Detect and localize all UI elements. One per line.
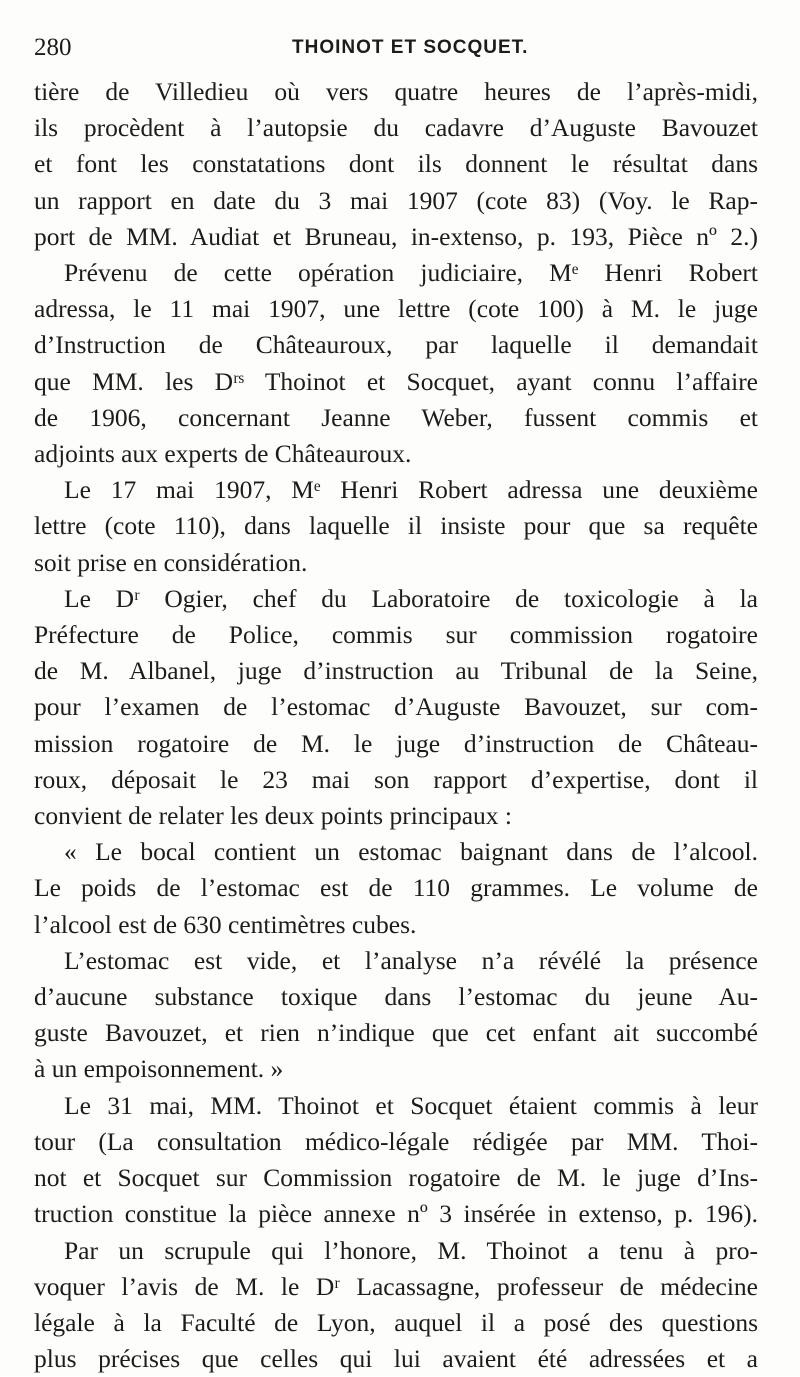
text-line: tour (La consultation médico-légale rédigée par MM. Thoi- bbox=[34, 1126, 758, 1156]
text-line: et font les constatations dont ils donnent le résultat dans bbox=[34, 149, 758, 179]
text-line: plus précises que celles qui lui avaient été adressées et a bbox=[34, 1344, 758, 1374]
text-line: d’Instruction de Châteauroux, par laquelle il demandait bbox=[34, 330, 758, 360]
text-line: à un empoisonnement. » bbox=[34, 1054, 284, 1084]
text-line: truction constitue la pièce annexe nº 3 insérée in extenso, p. 196). bbox=[34, 1199, 758, 1229]
text-line: not et Socquet sur Commission rogatoire de M. le juge d’Ins- bbox=[34, 1163, 758, 1193]
text-line: d’aucune substance toxique dans l’estomac du jeune Au- bbox=[34, 982, 758, 1012]
text-line: lettre (cote 110), dans laquelle il insiste pour que sa requête bbox=[34, 511, 758, 541]
text-line: que MM. les Dʳˢ Thoinot et Socquet, ayant connu l’affaire bbox=[34, 366, 758, 396]
text-line: adjoints aux experts de Châteauroux. bbox=[34, 439, 412, 469]
text-line: convient de relater les deux points principaux : bbox=[34, 801, 512, 831]
text-line: tière de Villedieu où vers quatre heures de l’après-midi, bbox=[34, 77, 758, 106]
text-line: Le 31 mai, MM. Thoinot et Socquet étaient commis à leur bbox=[64, 1090, 758, 1120]
text-line: roux, déposait le 23 mai son rapport d’expertise, dont il bbox=[34, 764, 758, 794]
text-line: port de MM. Audiat et Bruneau, in-extenso, p. 193, Pièce nº 2.) bbox=[34, 221, 758, 251]
text-line: « Le bocal contient un estomac baignant dans de l’alcool. bbox=[64, 837, 758, 867]
text-line: l’alcool est de 630 centimètres cubes. bbox=[34, 909, 417, 939]
text-line: ils procèdent à l’autopsie du cadavre d’Auguste Bavouzet bbox=[34, 113, 758, 143]
text-line: de M. Albanel, juge d’instruction au Tribunal de la Seine, bbox=[34, 656, 758, 686]
text-line: guste Bavouzet, et rien n’indique que cet enfant ait succombé bbox=[34, 1018, 758, 1048]
running-head bbox=[34, 34, 766, 64]
text-line: soit prise en considération. bbox=[34, 547, 308, 577]
text-line: pour l’examen de l’estomac d’Auguste Bavouzet, sur com- bbox=[34, 692, 758, 722]
page-number: 280 bbox=[34, 34, 72, 61]
text-line: Par un scrupule qui l’honore, M. Thoinot a tenu à pro- bbox=[64, 1235, 758, 1265]
text-line: voquer l’avis de M. le Dʳ Lacassagne, professeur de médecine bbox=[34, 1271, 758, 1301]
text-line: Le poids de l’estomac est de 110 grammes. Le volume de bbox=[34, 873, 758, 903]
text-line: Prévenu de cette opération judiciaire, Mᵉ Henri Robert bbox=[64, 258, 758, 288]
text-line: L’estomac est vide, et l’analyse n’a révélé la présence bbox=[64, 945, 758, 975]
text-line: de 1906, concernant Jeanne Weber, fussent commis et bbox=[34, 402, 758, 432]
text-line: Préfecture de Police, commis sur commission rogatoire bbox=[34, 620, 758, 650]
text-line: légale à la Faculté de Lyon, auquel il a posé des questions bbox=[34, 1307, 758, 1337]
text-line: Le 17 mai 1907, Mᵉ Henri Robert adressa une deuxième bbox=[64, 475, 758, 505]
text-line: un rapport en date du 3 mai 1907 (cote 83) (Voy. le Rap- bbox=[34, 185, 758, 215]
body-text bbox=[34, 74, 758, 1377]
running-title: THOINOT ET SOCQUET. bbox=[292, 37, 529, 58]
text-line: mission rogatoire de M. le juge d’instruction de Château- bbox=[34, 728, 758, 758]
text-line: adressa, le 11 mai 1907, une lettre (cote 100) à M. le juge bbox=[34, 294, 758, 324]
text-line: Le Dʳ Ogier, chef du Laboratoire de toxicologie à la bbox=[64, 583, 758, 613]
